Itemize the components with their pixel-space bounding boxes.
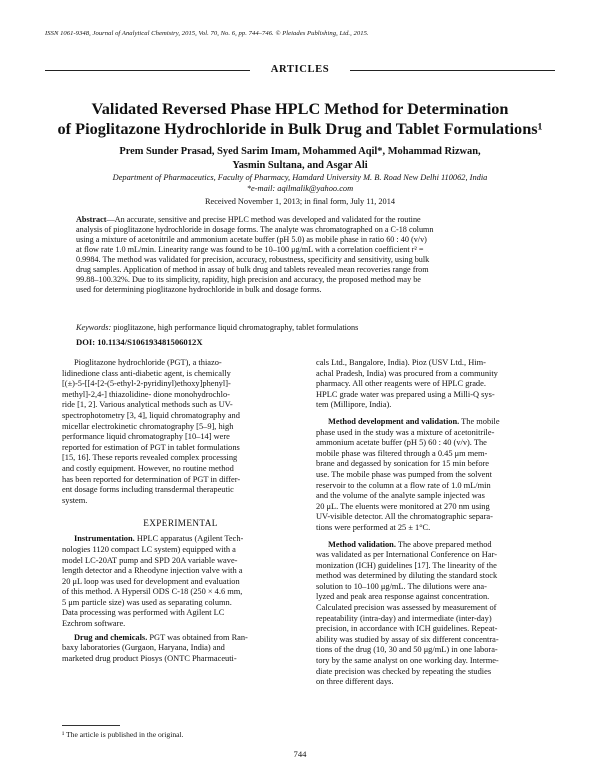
body-line: [15, 16]. These reports revealed complex processing <box>62 453 238 463</box>
body-line: ent dosage forms including transdermal therapeutic <box>62 485 234 495</box>
contact-email[interactable]: *e-mail: aqilmalik@yahoo.com <box>246 184 354 193</box>
abstract-line: using a mixture of acetonitrile and ammonium acetate buffer (pH 5.0) as mobile phase in ratio 60 : 40 (v/v) <box>76 235 427 244</box>
title-line: of Pioglitazone Hydrochloride in Bulk Drug and Tablet Formulations¹ <box>57 119 543 138</box>
abstract-label: Abstract <box>76 215 107 224</box>
body-line: cals Ltd., Bangalore, India). Pioz (USV Ltd., Him- <box>316 358 486 367</box>
body-line: Ezchrom software. <box>62 619 126 629</box>
body-line: length detector and a Rheodyne injection valve with a <box>62 566 243 576</box>
body-line: repeatability (intra-day) and intermediate (inter-day) <box>316 613 492 623</box>
body-line: diate precision was checked by repeating the studies <box>316 666 492 676</box>
body-line: 20 μL. The eluents were monitored at 270 nm using <box>316 501 490 511</box>
body-line: phase used in the study was a mixture of acetonitrile- <box>316 427 495 437</box>
left-column <box>62 358 299 664</box>
abstract-line: 99.88–100.32%. Due to its simplicity, rapidity, high precision and accuracy, the proposed method may be <box>76 275 421 284</box>
body-line: and the volume of the analyte sample injected was <box>316 491 485 501</box>
body-line: Drug and chemicals. PGT was obtained from Ran- <box>74 632 248 642</box>
author-line: Yasmin Sultana, and Asgar Ali <box>232 159 368 171</box>
body-line: Method development and validation. The mobile <box>328 416 500 426</box>
body-line: baxy laboratories (Gurgaon, Haryana, India) and <box>62 643 225 653</box>
keywords-label: Keywords: <box>76 323 112 332</box>
abstract <box>76 215 531 295</box>
abstract-line: Abstract—An accurate, sensitive and precise HPLC method was developed and validated for the routine <box>76 215 421 224</box>
paragraph-label: Method validation. <box>328 539 396 549</box>
abstract-line: used for determining pioglitazone hydrochloride in bulk and dosage forms. <box>76 285 322 294</box>
body-line: use. The mobile phase was pumped from the solvent <box>316 469 492 479</box>
body-line: achal Pradesh, India) was procured from a community <box>316 368 498 378</box>
body-line: precision, in accordance with ICH guidelines. Repeat- <box>316 624 498 634</box>
body-line: lyzed and peak area response against concentration. <box>316 592 490 602</box>
affiliation <box>45 172 555 194</box>
body-line: 20 μL loop was used for development and evaluation <box>62 576 240 586</box>
body-line: micellar electrokinetic chromatography [5–9], high <box>62 421 234 431</box>
body-line: Calculated precision was assessed by measurement of <box>316 603 497 613</box>
body-line: nologies 1120 compact LC system) equipped with a <box>62 544 236 554</box>
paragraph-label: Method development and validation. <box>328 416 460 426</box>
body-line: on three different days. <box>316 677 394 687</box>
abstract-line: 0.9984. The method was validated for precision, accuracy, robustness, specificity and sensitivity, using bulk <box>76 255 430 264</box>
body-line: method was determined by diluting the standard stock <box>316 571 498 581</box>
keywords <box>76 323 531 332</box>
paragraph-label: Instrumentation. <box>74 534 135 544</box>
article-title <box>45 99 555 139</box>
body-line: model LC-20AT pump and SPD 20A variable wave- <box>62 555 238 565</box>
body-line: ability was studied by assay of six different concentra- <box>316 634 499 644</box>
body-line: UV-visible detector. All the chromatographic separa- <box>316 512 493 522</box>
body-line: tory by the same analyst on one working day. Interme- <box>316 656 499 666</box>
body-line: of this method. A Hypersil ODS C-18 (250 × 4.6 mm, <box>62 587 243 597</box>
body-line: methyl]-2,4-] thiazolidine- dione monohydrochlo- <box>62 389 230 399</box>
body-line: reported for estimation of PGT in tablet formulations <box>62 442 240 452</box>
abstract-line: at flow rate 1.0 mL/min. Linearity range was found to be 10–100 μg/mL with a correlation coefficient r² = <box>76 245 424 254</box>
abstract-line: analysis of pioglitazone hydrochloride in dosage forms. The analyte was chromatographed on a C-18 column <box>76 225 434 234</box>
body-line: Pioglitazone hydrochloride (PGT), a thiazo- <box>74 358 222 367</box>
section-rule-right <box>350 70 555 71</box>
body-line: monization (ICH) guidelines [17]. The linearity of the <box>316 560 497 570</box>
body-line: ammonium acetate buffer (pH 5) 60 : 40 (v/v). The <box>316 438 487 448</box>
affiliation-line: Department of Pharmaceutics, Faculty of Pharmacy, Hamdard University M. B. Road New Delhi 110062, India <box>112 173 488 182</box>
body-line: Data processing was performed with Agilent LC <box>62 608 225 618</box>
body-line: HPLC grade water was prepared using a Milli-Q sys- <box>316 389 495 399</box>
footnote: ¹ The article is published in the original. <box>62 730 184 739</box>
doi[interactable]: DOI: 10.1134/S106193481506012X <box>76 337 203 347</box>
body-line: marketed drug product Piosys (ONTC Pharmaceuti- <box>62 653 237 663</box>
body-line: and costly equipment. However, no routine method <box>62 463 234 473</box>
body-line: system. <box>62 495 88 505</box>
body-line: has been reported for determination of PGT in differ- <box>62 474 241 484</box>
footnote-divider <box>62 725 120 726</box>
body-line: 5 μm particle size) was used as separating column. <box>62 597 232 607</box>
paragraph-label: Drug and chemicals. <box>74 632 148 642</box>
body-line: tions were performed at 25 ± 1°C. <box>316 522 431 532</box>
body-line: reservoir to the column at a flow rate of 1.0 mL/min <box>316 480 491 490</box>
author-list <box>45 145 555 172</box>
body-line: pharmacy. All other reagents were of HPLC grade. <box>316 379 486 389</box>
abstract-line: drug samples. Application of method in assay of bulk drug and tablets revealed mean recoveries range from <box>76 265 429 274</box>
body-line: tions of the drug (10, 30 and 50 μg/mL) in one labora- <box>316 645 498 655</box>
body-line: spectrophotometry [3, 4], liquid chromatography and <box>62 410 240 420</box>
body-line: ride [1, 2]. Various analytical methods such as UV- <box>62 400 233 410</box>
journal-citation-line: ISSN 1061-9348, Journal of Analytical Chemistry, 2015, Vol. 70, No. 6, pp. 744–746. © Pleiades Publishing, Ltd., 2015. <box>45 30 369 37</box>
keywords-text: pioglitazone, high performance liquid chromatography, tablet formulations <box>111 323 359 332</box>
section-rule-left <box>45 70 250 71</box>
body-line: lidinedione class anti-diabetic agent, is chemically <box>62 368 231 378</box>
section-label <box>45 64 555 76</box>
section-heading-experimental: EXPERIMENTAL <box>143 518 218 529</box>
title-line: Validated Reversed Phase HPLC Method for Determination <box>91 99 509 118</box>
body-line: brane and degassed by sonication for 15 min before <box>316 459 490 469</box>
received-dates: Received November 1, 2013; in final form, July 11, 2014 <box>204 197 396 206</box>
section-label-text: ARTICLES <box>270 64 330 75</box>
author-line: Prem Sunder Prasad, Syed Sarim Imam, Mohammed Aqil*, Mohammad Rizwan, <box>119 146 481 157</box>
right-column <box>316 358 553 688</box>
body-line: mobile phase was filtered through a 0.45 μm mem- <box>316 448 488 458</box>
body-line: solution to 10–100 μg/mL. The dilutions were ana- <box>316 581 487 591</box>
page-number: 744 <box>293 749 307 759</box>
spacer <box>62 506 299 516</box>
body-line: Method validation. The above prepared method <box>328 539 492 549</box>
body-line: tem (Millipore, India). <box>316 400 392 410</box>
body-line: was validated as per International Conference on Har- <box>316 550 497 560</box>
body-line: Instrumentation. HPLC apparatus (Agilent Tech- <box>74 534 244 544</box>
body-line: performance liquid chromatography [10–14] were <box>62 432 230 442</box>
body-line: [(±)-5-[[4-[2-(5-ethyl-2-pyridinyl)ethoxy]phenyl]- <box>62 379 231 389</box>
